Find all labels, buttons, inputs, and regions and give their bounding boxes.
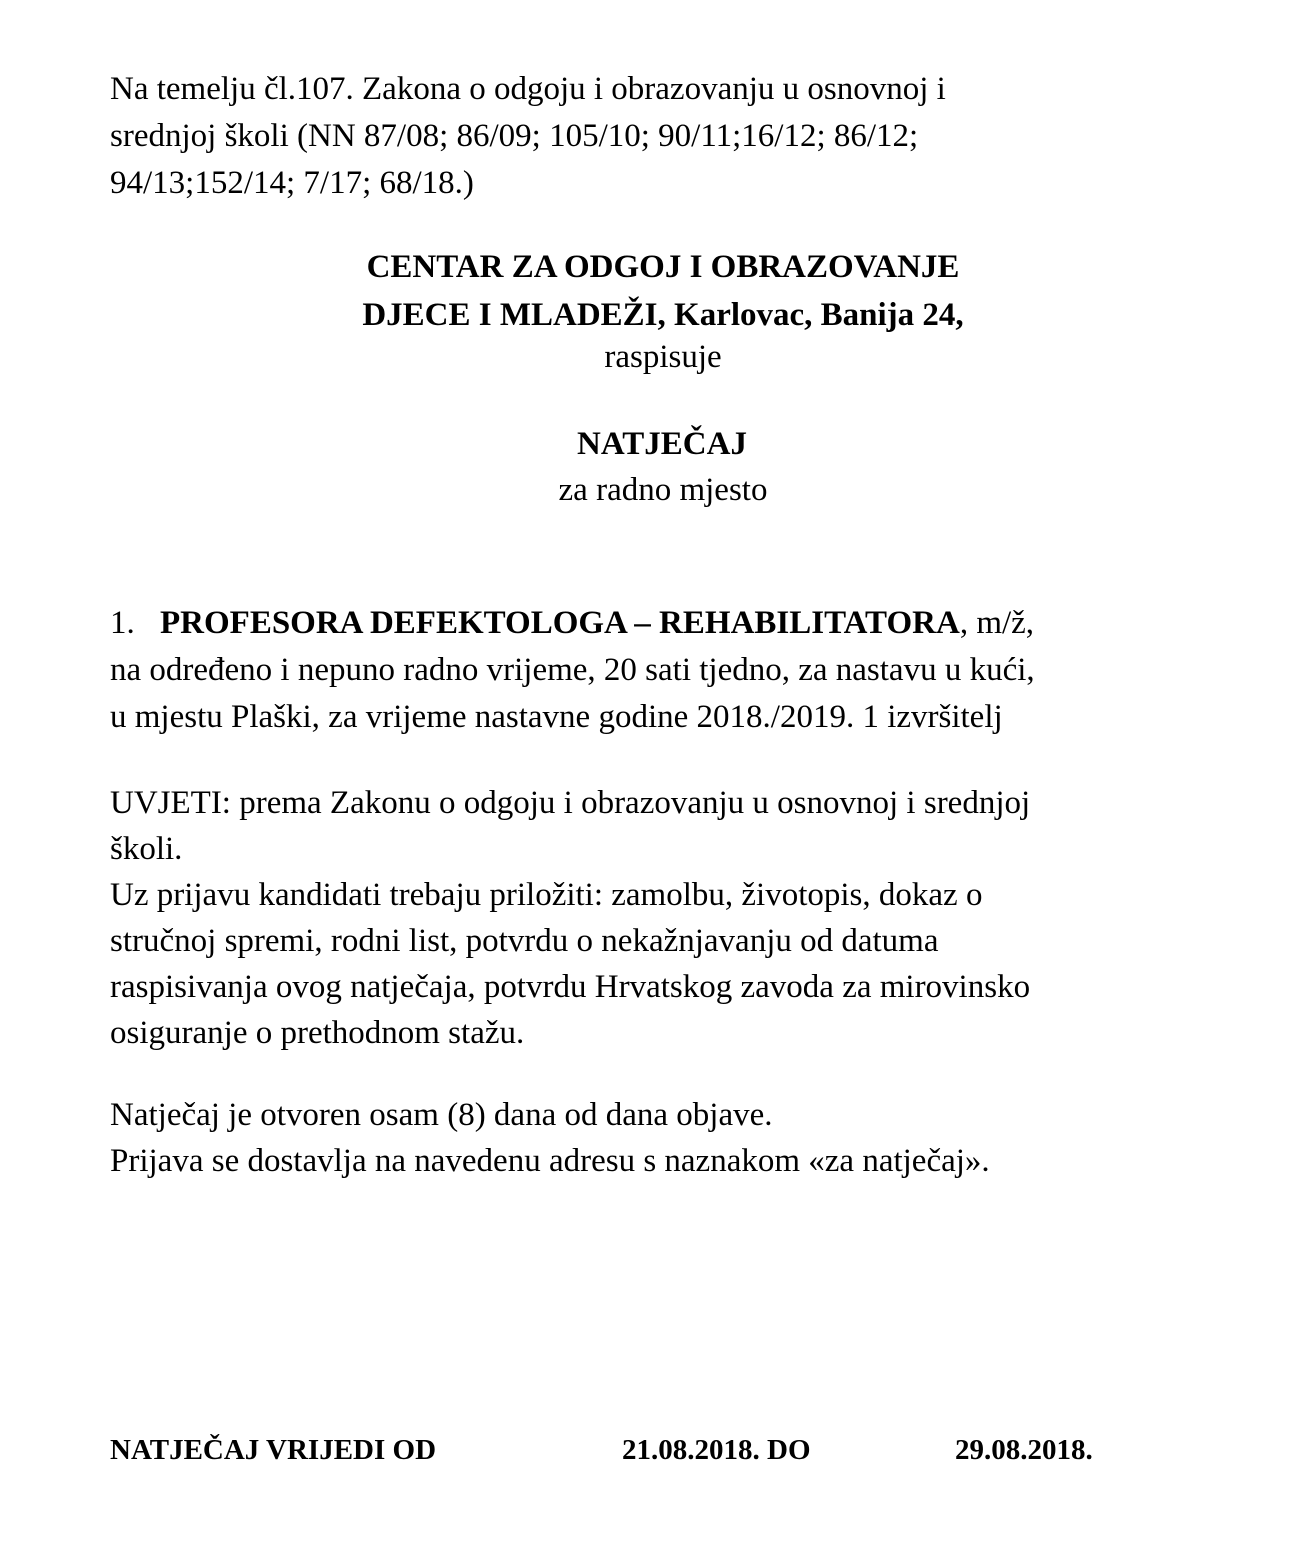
validity-to-date: 29.08.2018. xyxy=(955,1434,1093,1466)
job-position-line-1 xyxy=(110,600,1260,647)
legal-basis-line: srednjoj školi (NN 87/08; 86/09; 105/10; 90/11;16/12; 86/12; xyxy=(110,118,919,154)
conditions-line: stručnoj spremi, rodni list, potvrdu o nekažnjavanju od datuma xyxy=(110,923,939,959)
job-position xyxy=(110,600,1260,741)
organization-name-line-1: CENTAR ZA ODGOJ I OBRAZOVANJE xyxy=(366,249,960,285)
conditions-line: osiguranje o prethodnom stažu. xyxy=(110,1015,525,1051)
legal-basis-line: Na temelju čl.107. Zakona o odgoju i obrazovanju u osnovnoj i xyxy=(110,71,946,107)
closing-paragraph xyxy=(110,1092,1260,1184)
conditions-line: školi. xyxy=(110,831,183,867)
position-number: 1. xyxy=(110,605,135,641)
closing-line: Natječaj je otvoren osam (8) dana od dana objave. xyxy=(110,1097,773,1133)
organization-name-line-2: DJECE I MLADEŽI, Karlovac, Banija 24, xyxy=(362,297,964,333)
validity-label: NATJEČAJ VRIJEDI OD xyxy=(110,1434,437,1466)
conditions-line: raspisivanja ovog natječaja, potvrdu Hrvatskog zavoda za mirovinsko xyxy=(110,969,1031,1005)
job-position-line-2: na određeno i nepuno radno vrijeme, 20 sati tjedno, za nastavu u kući, xyxy=(110,652,1035,688)
conditions-line: UVJETI: prema Zakonu o odgoju i obrazovanju u osnovnoj i srednjoj xyxy=(110,785,1031,821)
document-title: NATJEČAJ xyxy=(577,426,747,462)
legal-basis-paragraph xyxy=(110,66,1210,207)
position-gender: , m/ž, xyxy=(959,605,1035,641)
closing-line: Prijava se dostavlja na navedenu adresu s naznakom «za natječaj». xyxy=(110,1143,990,1179)
conditions-paragraph xyxy=(110,780,1260,1056)
legal-basis-line: 94/13;152/14; 7/17; 68/18.) xyxy=(110,165,474,201)
conditions-line: Uz prijavu kandidati trebaju priložiti: zamolbu, životopis, dokaz o xyxy=(110,877,983,913)
document-subtitle: za radno mjesto xyxy=(558,472,768,508)
job-position-line-3: u mjestu Plaški, za vrijeme nastavne godine 2018./2019. 1 izvršitelj xyxy=(110,699,1003,735)
position-title: PROFESORA DEFEKTOLOGA – REHABILITATORA xyxy=(160,605,960,641)
announces-text: raspisuje xyxy=(604,339,722,375)
validity-from-date: 21.08.2018. DO xyxy=(622,1434,811,1466)
